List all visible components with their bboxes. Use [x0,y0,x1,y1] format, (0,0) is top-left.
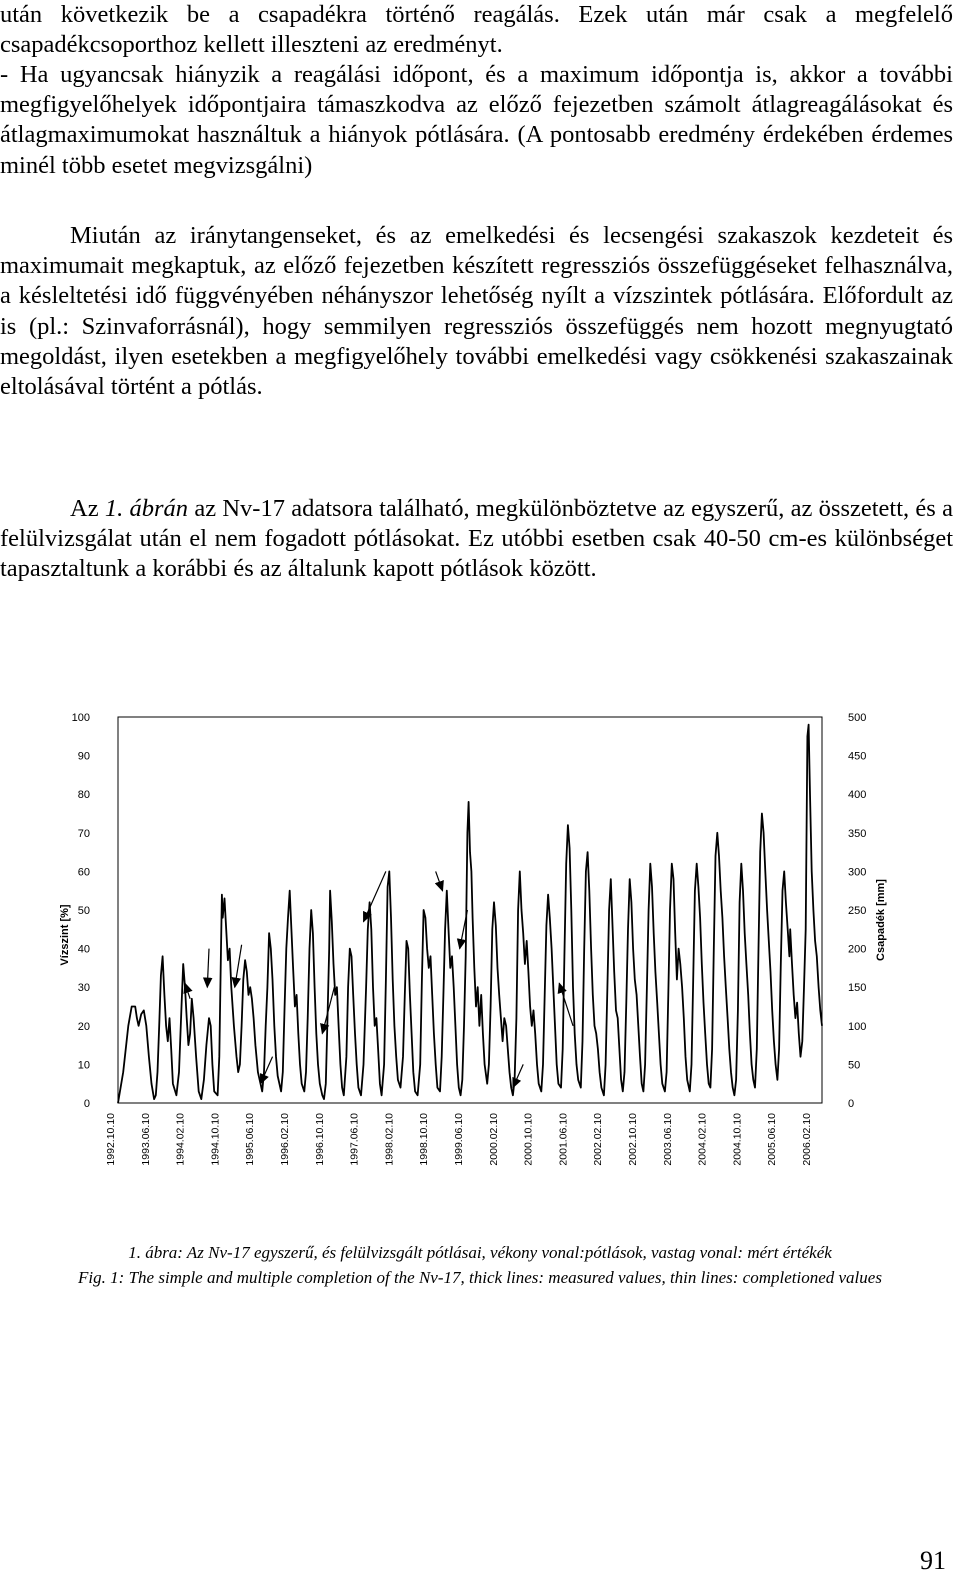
series-line-0 [118,725,822,1103]
figure-reference: 1. ábrán [104,495,189,522]
caption-en-text: The simple and multiple completion of the Nv-17, thick lines: measured values, thin lines: completioned values [124,1268,882,1287]
x-tick-label: 1998.10.10 [418,1113,431,1166]
x-tick-label: 1998.02.10 [383,1113,396,1166]
y-axis-label: Vízszint [%] [59,904,71,966]
paragraph-4 [0,494,953,585]
paragraph-4-post: az Nv-17 adatsora található, megkülönböztetve az egyszerű, az összetett, és a felülvizsgálat után el nem fogadott pótlásokat. Ez utóbbi esetben csak 40-50 cm-es különbséget tapasztaltunk a korábbi és az általunk kapott pótlások között. [0,495,953,583]
x-tick-label: 1992.10.10 [105,1113,117,1166]
x-tick-label: 1996.02.10 [279,1113,291,1166]
caption-hu-text: Az Nv-17 egyszerű, és felülvizsgált pótlásai, vékony vonal:pótlások, vastag vonal: mért értékék [182,1243,832,1262]
y2-tick-label: 100 [848,1020,867,1033]
y-tick-label: 30 [77,982,90,995]
paragraph-2: - Ha ugyancsak hiányzik a reagálási időpont, és a maximum időpontja is, akkor a további megfigyelőhelyek időpontjaira támaszkodva az előző fejezetben számolt átlagreagálásokat és átlagmaximumokat használtuk a hiányok pótlására. (A pontosabb eredmény érdekében érdemes minél több esetet megvizsgálni) [0,61,953,179]
y-tick-label: 20 [77,1020,90,1033]
chart-svg [0,700,960,1200]
y2-tick-label: 300 [848,866,867,879]
x-tick-label: 1994.02.10 [174,1113,187,1166]
x-tick-label: 1995.06.10 [244,1113,257,1166]
y-tick-label: 80 [77,789,90,802]
annotation-arrow [436,871,443,890]
y-tick-label: 100 [71,712,90,724]
y-tick-label: 40 [77,943,90,956]
x-tick-label: 2000.10.10 [522,1113,535,1166]
page-number: 91 [920,1546,946,1575]
y-tick-label: 60 [77,866,90,879]
annotation-arrow [235,945,242,987]
x-tick-label: 2002.10.10 [627,1113,639,1166]
y2-tick-label: 0 [848,1098,855,1110]
paragraph-3: Miután az iránytangenseket, és az emelkedési és lecsengési szakaszok kezdeteit és maximumait megkaptuk, az előző fejezetben készített regressziós összefüggéseket felhasználva, a késleltetési idő függvényében néhányszor lehetőség nyílt a vízszintek pótlására. Előfordult az is (pl.: Szinvaforrásnál), hogy semmilyen regressziós összefüggés nem hozott megnyugtató megoldást, ilyen esetekben a megfigyelőhely további emelkedési vagy csökkenési szakaszainak eltolásával történt a pótlás. [0,222,953,401]
caption-hu-label: 1. ábra: [128,1243,183,1262]
y2-tick-label: 450 [848,750,867,763]
y2-axis-label: Csapadék [mm] [875,879,887,961]
caption-en [60,1267,900,1289]
x-tick-label: 1997.06.10 [348,1113,361,1166]
x-tick-label: 2004.10.10 [731,1113,744,1166]
caption-hu [0,1242,960,1264]
annotation-arrow [559,983,573,1025]
paragraph-1: után következik be a csapadékra történő reagálás. Ezek után már csak a megfelelő csapadékcsoporthoz kellett illeszteni az eredményt. [0,1,953,59]
x-tick-label: 1994.10.10 [209,1113,222,1166]
y2-tick-label: 350 [848,827,867,840]
x-tick-label: 2005.06.10 [766,1113,779,1166]
y-tick-label: 50 [77,905,90,917]
y2-tick-label: 400 [848,789,867,802]
y2-tick-label: 500 [848,712,867,724]
y-tick-label: 10 [77,1059,90,1072]
y-tick-label: 90 [77,750,90,763]
x-tick-label: 2002.02.10 [592,1113,605,1166]
x-tick-label: 2000.02.10 [487,1113,500,1166]
y2-tick-label: 150 [848,982,867,995]
annotation-arrow [261,1057,273,1084]
figure-chart [0,700,960,1200]
x-tick-label: 1999.06.10 [453,1113,465,1166]
x-tick-label: 1993.06.10 [139,1113,152,1166]
x-tick-label: 2001.06.10 [557,1113,570,1166]
y-tick-label: 70 [77,827,90,840]
annotation-arrow [364,871,386,921]
y-tick-label: 0 [83,1098,90,1110]
y2-tick-label: 200 [848,943,867,956]
caption-en-label: Fig. 1: [78,1268,125,1287]
annotation-arrow [207,949,209,988]
x-tick-label: 1996.10.10 [313,1113,326,1166]
y2-tick-label: 50 [848,1059,861,1072]
x-tick-label: 2003.06.10 [661,1113,674,1166]
x-tick-label: 2006.02.10 [801,1113,813,1166]
paragraph-4-pre: Az [70,495,105,522]
x-tick-label: 2004.02.10 [696,1113,709,1166]
y2-tick-label: 250 [848,905,867,917]
